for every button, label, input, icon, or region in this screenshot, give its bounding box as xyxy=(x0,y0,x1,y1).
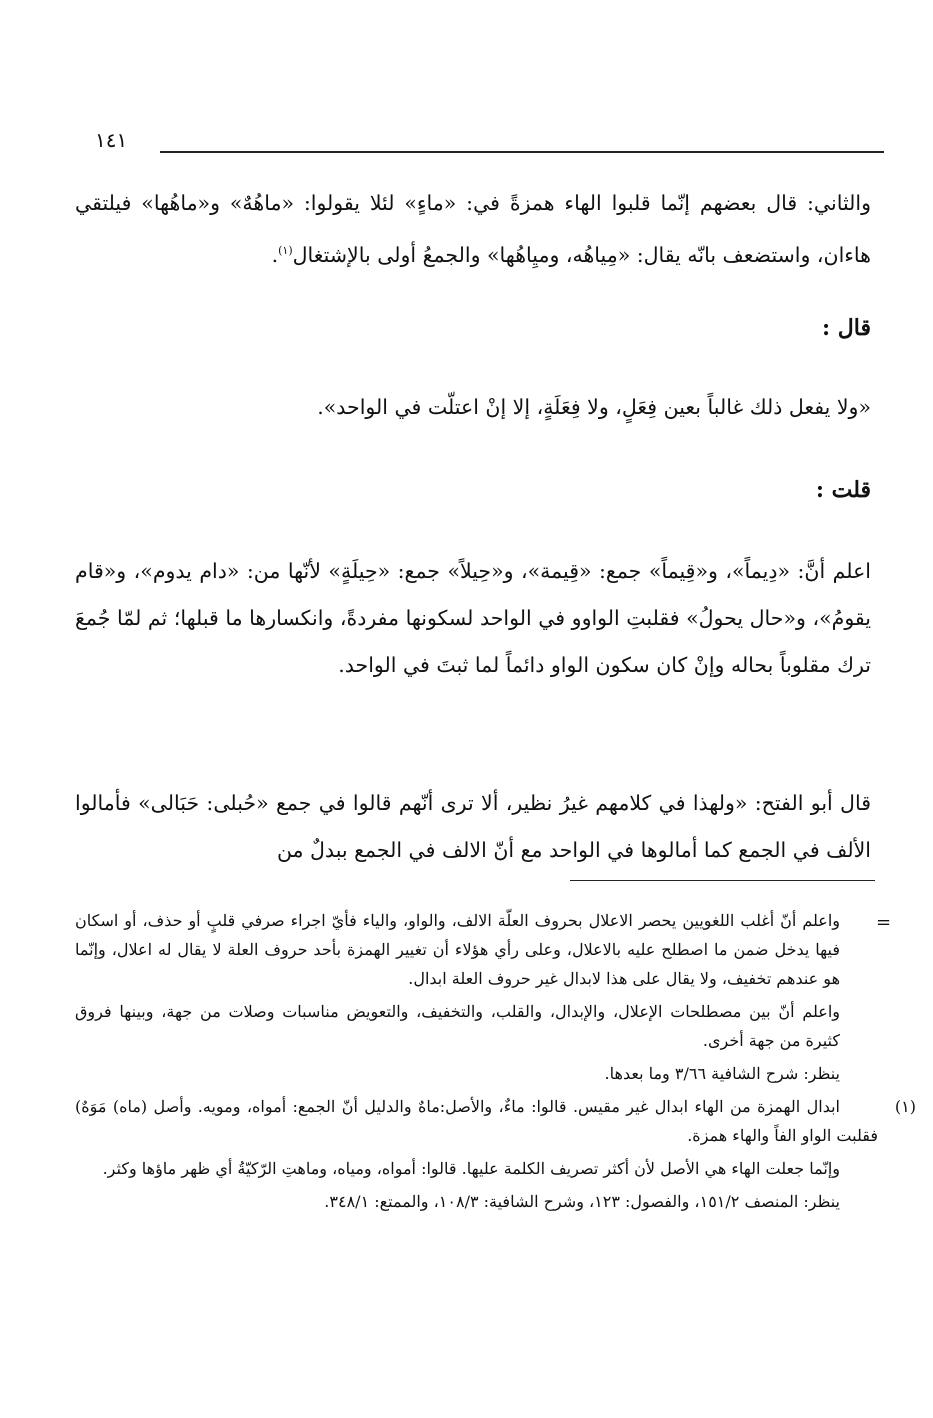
paragraph-2-text: اعلم أنَّ: «دِيماً»، و«قِيماً» جمع: «قِيمة»، و«حِيلاً» جمع: «حِيلَةٍ» لأنّها من: «دام يدوم»، و«قام يقومُ»، و«حال يحولُ» فقلبتِ الواوو في الواحد لسكونها مفردةً، وانكسارها ما قبلها؛ ثم لمّا جُمعَ ترك مقلوباً بحاله وإنْ كان سكون الواو دائماً لما ثبتَ في الواحد. xyxy=(75,559,871,677)
footnote-1-number: (١) xyxy=(894,1097,916,1116)
footnote-1-text: ابدال الهمزة من الهاء ابدال غير مقيس. قالوا: ماءٌ، والأصل:ماهٌ والدليل أنّ الجمع: أمواه، ومويه. وأصل (ماه) مَوَهٌ) فقلبت الواو الفاً والهاء همزة. xyxy=(75,1097,878,1145)
footnotes xyxy=(75,906,916,1220)
paragraph-1: والثاني: قال بعضهم إنّما قلبوا الهاء همزةً في: «ماءٍ» لئلا يقولوا: «ماهُهٌ» و«ماهُها» فيلتقي هاءان، واستضعف بانّه يقال: «مِياهُه، وميِاهُها» والجمعُ أولى بالإشتغال$^{(١)}$. xyxy=(75,191,871,267)
header-rule xyxy=(160,151,884,153)
page-number: ١٤١ xyxy=(95,128,128,152)
footnote-continuation-2: واعلم أنّ بين مصطلحات الإعلال، والإبدال، والقلب، والتخفيف، والتعويض مناسبات وصلات من جهة، وبينها فروق كثيرة من جهة أخرى. xyxy=(75,1002,840,1050)
paragraph-3-text: قال أبو الفتح: «ولهذا في كلامهم غيرُ نظير، ألا ترى أنّهم قالوا في جمع «حُبلى: حَبَالى» فأمالوا الألف في الجمع كما أمالوها في الواحد مع أنّ الالف في الجمع ببدلٌ من xyxy=(75,791,871,862)
footnote-1-paragraph-3: ينظر: المنصف ١٥١/٢، والفصول: ١٢٣، وشرح الشافية: ١٠٨/٣، والممتع: ٣٤٨/١. xyxy=(324,1192,840,1211)
heading-qal: قال : xyxy=(822,315,871,341)
continuation-mark: = xyxy=(876,912,892,933)
footnote-1-paragraph-2: وإنّما جعلت الهاء هي الأصل لأن أكثر تصريف الكلمة عليها. قالوا: أمواه، ومياه، وماهتِ الرّكيّةُ أي ظهر ماؤها وكثر. xyxy=(102,1159,840,1178)
footnote-continuation-1: واعلم أنّ أغلب اللغويين يحصر الاعلال بحروف العلّة الالف، والواو، والياء فأيّ اجراء صرفي قلبٍ أو حذف، أو اسكان فيها يدخل ضمن ما اصطلح عليه بالاعلال، وعلى رأي هؤلاء أن تغيير الهمزة بأحد حروف العلة لا يقال له اعلال، وإنّما هو عندهم تخفيف، ولا يقال على هذا لابدال غير حروف العلة ابدال. xyxy=(75,911,840,988)
footnote-reference-1: (١) xyxy=(278,244,293,257)
paragraph-1-text: والثاني: قال بعضهم إنّما قلبوا الهاء همزةً في: «ماءٍ» لئلا يقولوا: «ماهُهٌ» و«ماهُها» فيلتقي هاءان، واستضعف بانّه يقال: «مِياهُه، وميِاهُها» والجمعُ أولى بالإشتغال xyxy=(75,191,871,267)
quoted-rule: «ولا يفعل ذلك غالباً بعين فِعَلٍ، ولا فِعَلَةٍ، إلا إنْ اعتلّت في الواحد». xyxy=(317,395,871,419)
paragraph-2 xyxy=(75,548,871,689)
footnote-continuation-3: ينظر: شرح الشافية ٣/٦٦ وما بعدها. xyxy=(604,1064,840,1083)
paragraph-3 xyxy=(75,780,871,874)
footnote-rule xyxy=(570,880,875,881)
footnote-1 xyxy=(75,1092,916,1150)
heading-qult: قلت : xyxy=(815,477,871,503)
